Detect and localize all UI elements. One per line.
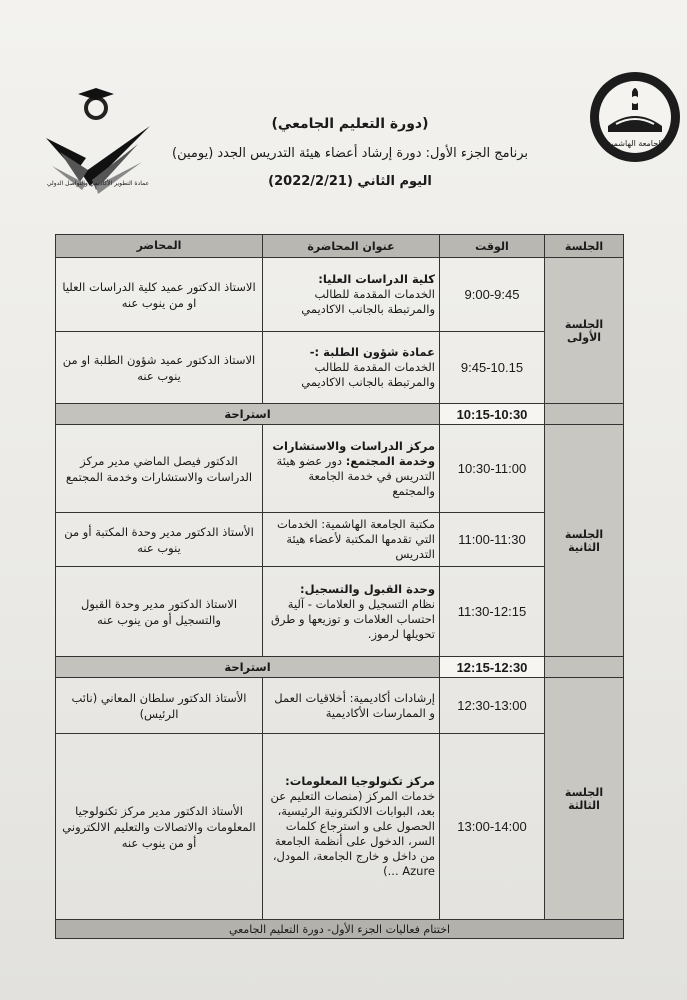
break-session-cell [545,404,624,425]
header-lecturer: المحاضر [56,235,263,258]
row-title [263,567,440,657]
deanship-logo-caption: عمادة التطوير الأكاديمي والتواصل الدولي [46,180,150,187]
row-lecturer: الأستاذ الدكتور مدير مركز تكنولوجيا المعلومات والاتصالات والتعليم الالكتروني أو من ينوب عنه [56,734,263,920]
row-time: 12:30-13:00 [440,678,545,734]
svg-text:الجامعة الهاشمية: الجامعة الهاشمية [606,139,664,148]
row-time: 9:45-10.15 [440,332,545,404]
row-title-bold: مركز تكنولوجيا المعلومات: [285,774,435,788]
session-second: الجلسة الثانية [545,425,624,657]
course-title: (دورة التعليم الجامعي) [271,116,429,132]
row-title-bold: مركز الدراسات والاستشارات وخدمة المجتمع: [272,438,435,468]
row-title: إرشادات أكاديمية: أخلاقيات العمل و الممارسات الأكاديمية [263,678,440,734]
session-third: الجلسة الثالثة [545,678,624,920]
row-title-bold: كلية الدراسات العليا: [318,272,435,286]
row-title-rest: الخدمات المقدمة للطالب والمرتبطة بالجانب الاكاديمي [301,287,435,316]
table-row [56,678,624,734]
table-row [56,567,624,657]
row-title [263,425,440,513]
row-title-rest: خدمات المركز (منصات التعليم عن بعد، البوابات الالكترونية الرئيسية، الحصول على و استرجاع كلمات السر، الدخول على أنظمة الجامعة من داخل و خارج الجامعة، المودل، Azure ...) [270,789,435,878]
break-row [56,657,624,678]
row-title-bold: عمادة شؤون الطلبة :- [309,345,435,359]
footer-text: اختتام فعاليات الجزء الأول- دورة التعليم الجامعي [56,920,624,939]
row-time: 11:30-12:15 [440,567,545,657]
footer-row [56,920,624,939]
row-title: مكتبة الجامعة الهاشمية: الخدمات التي تقدمها المكتبة لأعضاء هيئة التدريس [263,513,440,567]
row-time: 13:00-14:00 [440,734,545,920]
table-row [56,258,624,332]
row-time: 9:00-9:45 [440,258,545,332]
row-lecturer: الدكتور فيصل الماضي مدير مركز الدراسات والاستشارات وخدمة المجتمع [56,425,263,513]
row-title [263,332,440,404]
break-row [56,404,624,425]
break-time: 10:15-10:30 [440,404,545,425]
university-seal-icon [588,70,682,164]
header-time: الوقت [440,235,545,258]
document-header [150,110,550,189]
row-lecturer: الاستاذ الدكتور عميد كلية الدراسات العليا او من ينوب عنه [56,258,263,332]
row-time: 10:30-11:00 [440,425,545,513]
table-header-row [56,235,624,258]
table-row [56,734,624,920]
break-label: استراحة [56,404,440,425]
row-lecturer: الاستاذ الدكتور مدير وحدة القبول والتسجيل أو من ينوب عنه [56,567,263,657]
row-lecturer: الأستاذ الدكتور سلطان المعاني (نائب الرئيس) [56,678,263,734]
row-title-rest: نظام التسجيل و العلامات - آلية احتساب العلامات و توزيعها و طرق تحويلها لرموز. [270,596,435,641]
row-lecturer: الاستاذ الدكتور عميد شؤون الطلبة او من ينوب عنه [56,332,263,404]
program-title: برنامج الجزء الأول: دورة إرشاد أعضاء هيئة التدريس الجدد (يومين) [172,146,528,161]
row-title-bold: وحدة القبول والتسجيل: [300,581,435,596]
row-time: 11:00-11:30 [440,513,545,567]
header-session: الجلسة [545,235,624,258]
header-title: عنوان المحاضرة [263,235,440,258]
row-title-rest: دور عضو هيئة التدريس في خدمة الجامعة والمجتمع [276,453,435,498]
row-title [263,258,440,332]
break-session-cell [545,657,624,678]
row-title-rest: الخدمات المقدمة للطالب والمرتبطة بالجانب الاكاديمي [301,360,435,389]
table-row [56,513,624,567]
row-lecturer: الأستاذ الدكتور مدير وحدة المكتبة أو من ينوب عنه [56,513,263,567]
day-title: اليوم الثاني (2022/2/21) [268,174,432,189]
session-first: الجلسة الأولى [545,258,624,404]
table-row [56,332,624,404]
row-title [263,734,440,920]
schedule-table [55,234,624,939]
break-time: 12:15-12:30 [440,657,545,678]
break-label: استراحة [56,657,440,678]
table-row [56,425,624,513]
